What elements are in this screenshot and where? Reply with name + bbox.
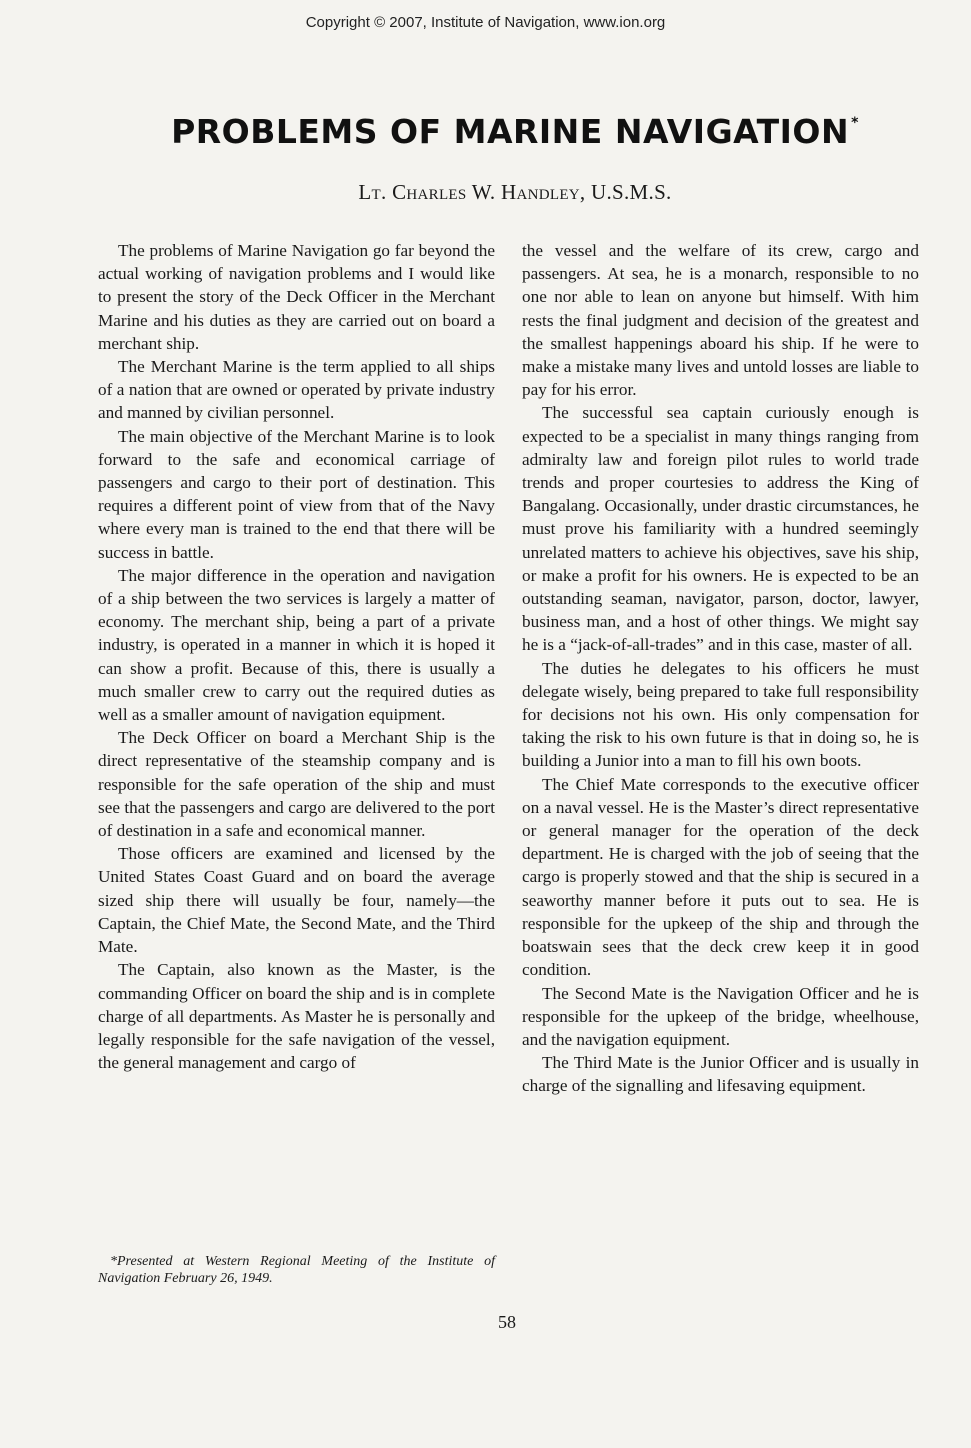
paragraph: Those officers are examined and licensed by the United States Coast Guard and on board the average sized ship there will usually be four, namely—the Captain, the Chief Mate, the Second Mate, and the Third Mate. (98, 844, 495, 957)
paragraph: The problems of Marine Navigation go far beyond the actual working of navigation problems and I would like to present the story of the Deck Officer in the Merchant Marine and his duties as they are carried out on board a merchant ship. (98, 241, 495, 353)
paragraph: The Captain, also known as the Master, is the commanding Officer on board the ship and is in complete charge of all departments. As Master he is personally and legally responsible for the safe navigation of the vessel, the general management and cargo of (98, 960, 495, 1073)
left-column (98, 239, 495, 1074)
article-title (0, 112, 971, 151)
paragraph-continuation: the vessel and the welfare of its crew, cargo and passengers. At sea, he is a monarch, responsible to no one nor able to lean on anyone but himself. With him rests the final judgment and decision of the greatest and the smallest happenings aboard his ship. If he were to make a mistake many lives and untold losses are liable to pay for his error. (522, 241, 919, 400)
author-byline: Lt. Charles W. Handley, U.S.M.S. (358, 180, 672, 204)
paragraph: The major difference in the operation and navigation of a ship between the two services is largely a matter of economy. The merchant ship, being a part of a private industry, is operated in a manner in which it is hoped it can show a profit. Because of this, there is usually a much smaller crew to carry out the required duties as well as a smaller amount of navigation equipment. (98, 565, 495, 725)
title-text: PROBLEMS OF MARINE NAVIGATION (171, 112, 850, 151)
copyright-notice: Copyright © 2007, Institute of Navigation, www.ion.org (305, 14, 666, 31)
paragraph: The Third Mate is the Junior Officer and is usually in charge of the signalling and lifesaving equipment. (522, 1053, 919, 1096)
paragraph: The successful sea captain curiously enough is expected to be a specialist in many things ranging from admiralty law and foreign pilot rules to world trade trends and proper courtesies to address the King of Bangalang. Occasionally, under drastic circumstances, he must prove his familiarity with a hundred seemingly unrelated matters to achieve his objectives, save his ship, or make a profit for his owners. He is expected to be an outstanding seaman, navigator, parson, doctor, lawyer, business man, and a host of other things. We might say he is a “jack-of-all-trades” and in this case, master of all. (522, 403, 919, 655)
paragraph: The Second Mate is the Navigation Officer and he is responsible for the upkeep of the bridge, wheelhouse, and the navigation equipment. (522, 983, 919, 1049)
footnote: *Presented at Western Regional Meeting of the Institute of Navigation February 26, 1949. (98, 1254, 495, 1286)
right-column (522, 239, 919, 1098)
page-number: 58 (498, 1312, 516, 1332)
paragraph: The Chief Mate corresponds to the executive officer on a naval vessel. He is the Master’s direct representative or general manager for the operation of the deck department. He is charged with the job of seeing that the cargo is properly stowed and that the ship is secured in a seaworthy manner before it puts out to sea. He is responsible for the upkeep of the ship and through the boatswain sees that the deck crew keep it in good condition. (522, 774, 919, 980)
paragraph: The Deck Officer on board a Merchant Ship is the direct representative of the steamship company and is responsible for the safe operation of the ship and must see that the passengers and cargo are delivered to the port of destination in a safe and economical manner. (98, 728, 495, 841)
title-footnote-mark: * (851, 115, 859, 131)
paragraph: The Merchant Marine is the term applied to all ships of a nation that are owned or operated by private industry and manned by civilian personnel. (98, 357, 495, 423)
paragraph: The main objective of the Merchant Marine is to look forward to the safe and economical carriage of passengers and cargo to their port of destination. This requires a different point of view from that of the Navy where every man is trained to the end that there will be success in battle. (98, 426, 495, 562)
paragraph: The duties he delegates to his officers he must delegate wisely, being prepared to take full responsibility for decisions not his own. His only compensation for taking the risk to his own future is that in doing so, he is building a Junior into a man to fill his own boots. (522, 658, 919, 771)
